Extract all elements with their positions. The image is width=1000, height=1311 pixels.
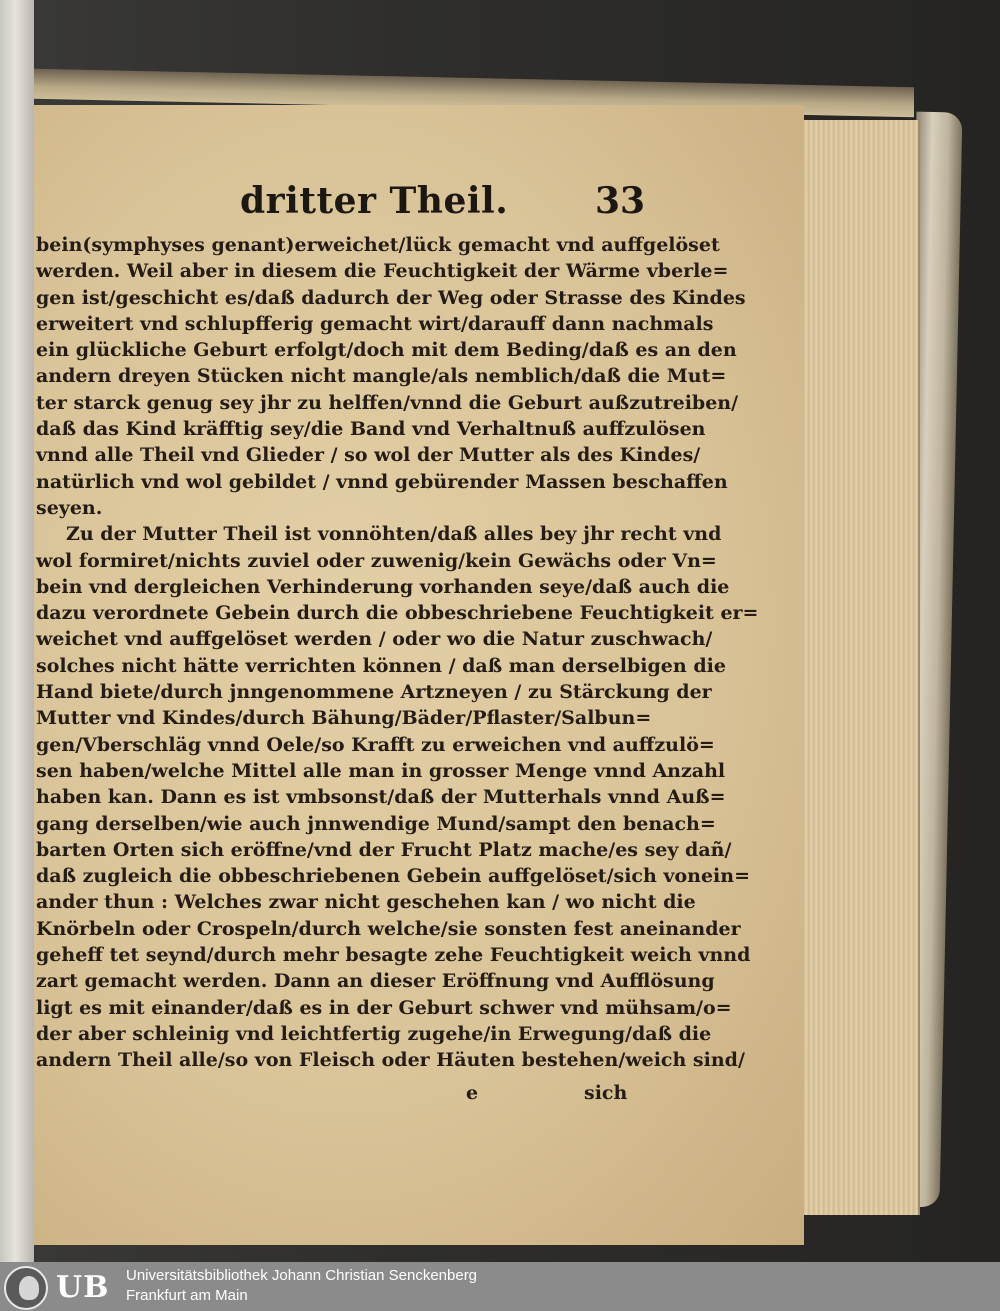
- text-line: werden. Weil aber in diesem die Feuchtigkeit der Wärme vberle=: [36, 260, 729, 283]
- text-line: der aber schleinig vnd leichtfertig zugehe/in Erwegung/daß die: [36, 1022, 712, 1045]
- library-logo[interactable]: [0, 1264, 118, 1309]
- text-line: ligt es mit einander/daß es in der Geburt schwer vnd mühsam/o=: [36, 996, 732, 1019]
- text-line: solches nicht hätte verrichten können / daß man derselbigen die: [36, 654, 726, 677]
- text-line: andern Theil alle/so von Fleisch oder Häuten bestehen/weich sind/: [36, 1049, 745, 1072]
- text-line: erweitert vnd schlupfferig gemacht wirt/darauff dann nachmals: [36, 312, 714, 335]
- page-number: 33: [595, 180, 646, 222]
- catchword: sich: [584, 1082, 628, 1104]
- text-line: vnnd alle Theil vnd Glieder / so wol der Mutter als des Kindes/: [36, 444, 701, 467]
- text-line: Zu der Mutter Theil ist vonnöhten/daß alles bey jhr recht vnd: [66, 523, 722, 546]
- text-line: sen haben/welche Mittel alle man in grosser Menge vnnd Anzahl: [36, 759, 726, 782]
- text-line: gang derselben/wie auch jnnwendige Mund/sampt den benach=: [36, 812, 716, 835]
- text-line: natürlich vnd wol gebildet / vnnd gebürender Massen beschaffen: [36, 470, 728, 493]
- page-header: [200, 180, 646, 240]
- text-line: ein glückliche Geburt erfolgt/doch mit dem Beding/daß es an den: [36, 339, 737, 362]
- running-head: dritter Theil.: [240, 180, 509, 222]
- library-footer: [0, 1262, 1000, 1311]
- page-stack-edges: [800, 120, 920, 1215]
- text-line: weichet vnd auffgelöset werden / oder wo die Natur zuschwach/: [36, 628, 713, 651]
- text-line: gen/Vberschläg vnnd Oele/so Krafft zu erweichen vnd auffzulö=: [36, 733, 715, 756]
- text-line: zart gemacht werden. Dann an dieser Eröffnung vnd Aufflösung: [36, 970, 715, 993]
- text-line: bein vnd dergleichen Verhinderung vorhanden seye/daß auch die: [36, 575, 730, 598]
- signature-mark: e: [466, 1082, 479, 1104]
- body-text: [36, 232, 759, 1074]
- text-line: seyen.: [36, 496, 103, 519]
- portrait-icon: [4, 1266, 48, 1310]
- portrait-head-icon: [19, 1276, 39, 1300]
- book-spine: [0, 0, 34, 1262]
- text-line: wol formiret/nichts zuviel oder zuwenig/kein Gewächs oder Vn=: [36, 549, 717, 572]
- text-line: andern dreyen Stücken nicht mangle/als nemblich/daß die Mut=: [36, 365, 727, 388]
- text-line: ander thun : Welches zwar nicht geschehen kan / wo nicht die: [36, 891, 696, 914]
- text-line: gen ist/geschicht es/daß dadurch der Weg oder Strasse des Kindes: [36, 286, 746, 309]
- library-name: Universitätsbibliothek Johann Christian Senckenberg: [126, 1267, 478, 1284]
- text-line: ter starck genug sey jhr zu helffen/vnnd die Geburt außzutreiben/: [36, 391, 739, 414]
- text-line: Hand biete/durch jnngenommene Artzneyen / zu Stärckung der: [36, 681, 712, 704]
- text-line: daß zugleich die obbeschriebenen Gebein auffgelöset/sich vonein=: [36, 865, 750, 888]
- page-foot: [36, 1082, 636, 1108]
- library-city: Frankfurt am Main: [126, 1287, 248, 1304]
- text-line: Knörbeln oder Crospeln/durch welche/sie sonsten fest aneinander: [36, 917, 741, 940]
- logo-text: UB: [56, 1270, 110, 1305]
- text-line: haben kan. Dann es ist vmbsonst/daß der Mutterhals vnnd Auß=: [36, 786, 726, 809]
- text-line: bein(symphyses genant)erweichet/lück gemacht vnd auffgelöset: [36, 234, 720, 256]
- text-line: Mutter vnd Kindes/durch Bähung/Bäder/Pflaster/Salbun=: [36, 707, 652, 730]
- text-line: dazu verordnete Gebein durch die obbeschriebene Feuchtigkeit er=: [36, 602, 759, 625]
- text-line: barten Orten sich eröffne/vnd der Frucht Platz mache/es sey dañ/: [36, 838, 732, 861]
- text-line: geheff tet seynd/durch mehr besagte zehe Feuchtigkeit weich vnnd: [36, 944, 751, 967]
- text-line: daß das Kind kräfftig sey/die Band vnd Verhaltnuß auffzulösen: [36, 418, 706, 441]
